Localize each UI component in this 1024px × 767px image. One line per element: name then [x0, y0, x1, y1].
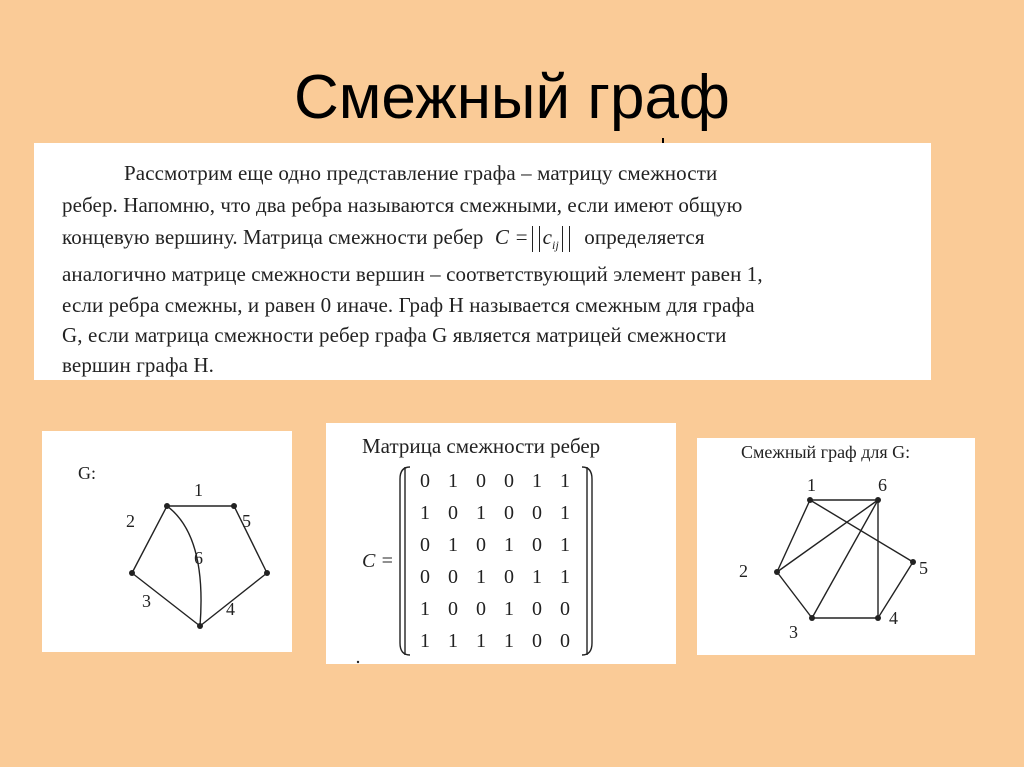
- h-vertex-2: [774, 569, 780, 575]
- matrix-panel: [326, 423, 676, 664]
- h-vertex-5: [910, 559, 916, 565]
- h-vertex-label-3: 3: [789, 622, 798, 642]
- matrix-cell: 0: [476, 470, 486, 492]
- text-line-3: [62, 225, 705, 253]
- matrix-cell: 1: [560, 566, 570, 588]
- matrix-cells: [420, 470, 570, 652]
- text-line-1: Рассмотрим еще одно представление графа – матрицу смежности: [124, 161, 718, 185]
- graph-g-panel: [42, 431, 292, 652]
- g-vertex: [197, 623, 203, 629]
- matrix-cell: 1: [504, 598, 514, 620]
- graph-h-title: Смежный граф для G:: [741, 442, 911, 462]
- g-edge-2: [132, 506, 167, 573]
- h-vertex-label-2: 2: [739, 561, 748, 581]
- matrix-cell: 1: [448, 630, 458, 652]
- text-line-4: аналогично матрице смежности вершин – соответствующий элемент равен 1,: [62, 262, 763, 286]
- h-vertex-label-5: 5: [919, 558, 928, 578]
- matrix-cell: 0: [448, 598, 458, 620]
- matrix-cell: 1: [420, 630, 430, 652]
- text-line-6: G, если матрица смежности ребер графа G является матрицей смежности: [62, 323, 727, 347]
- matrix-cell: 0: [476, 534, 486, 556]
- definition-text-box: [34, 143, 931, 380]
- matrix-cell: 0: [504, 470, 514, 492]
- graph-h-panel: [697, 438, 975, 655]
- matrix-lhs: C =: [362, 550, 394, 572]
- h-edge-2-3: [777, 572, 812, 618]
- text-line-2: ребер. Напомню, что два ребра называются смежными, если имеют общую: [62, 193, 743, 217]
- h-vertex-label-6: 6: [878, 475, 887, 495]
- matrix-cell: 1: [476, 566, 486, 588]
- matrix-cell: 1: [476, 630, 486, 652]
- graph-g-label: G:: [78, 463, 96, 483]
- norm-bar-right: [562, 226, 570, 252]
- matrix-cell: 1: [420, 598, 430, 620]
- graph-h-diagram: [697, 438, 975, 655]
- matrix-cell: 0: [504, 502, 514, 524]
- matrix-cell: 0: [532, 630, 542, 652]
- text-line-3-end: определяется: [584, 225, 705, 249]
- h-edge-1-5: [810, 500, 913, 562]
- inline-formula-lhs: C =: [494, 225, 529, 249]
- matrix-cell: 1: [532, 470, 542, 492]
- g-vertex: [129, 570, 135, 576]
- text-line-7: вершин графа H.: [62, 353, 215, 377]
- g-edge-label-1: 1: [194, 480, 203, 500]
- g-vertex: [164, 503, 170, 509]
- matrix-cell: 1: [476, 502, 486, 524]
- g-edge-label-6: 6: [194, 548, 203, 568]
- g-edge-label-5: 5: [242, 511, 251, 531]
- matrix-cell: 1: [420, 502, 430, 524]
- g-edge-label-4: 4: [226, 599, 235, 619]
- matrix-cell: 1: [448, 534, 458, 556]
- matrix-cell: 0: [532, 598, 542, 620]
- h-edge-1-2: [777, 500, 810, 572]
- h-vertex-6: [875, 497, 881, 503]
- matrix-cell: 0: [532, 502, 542, 524]
- inline-formula-symbol: c: [542, 225, 553, 249]
- matrix-cell: 0: [504, 566, 514, 588]
- text-line-5: если ребра смежны, и равен 0 иначе. Граф H называется смежным для графа: [62, 293, 755, 317]
- h-vertex-label-4: 4: [889, 608, 898, 628]
- g-edge-label-2: 2: [126, 511, 135, 531]
- matrix-cell: 1: [560, 470, 570, 492]
- norm-bar-left: [532, 226, 540, 252]
- graph-g-diagram: [42, 431, 292, 652]
- matrix-cell: 1: [504, 534, 514, 556]
- g-vertex: [264, 570, 270, 576]
- stray-dot: [357, 661, 359, 663]
- slide-title: Смежный граф: [294, 63, 730, 132]
- matrix-cell: 1: [532, 566, 542, 588]
- h-vertex-1: [807, 497, 813, 503]
- h-vertex-label-1: 1: [807, 475, 816, 495]
- h-edge-3-6: [812, 500, 878, 618]
- matrix-cell: 0: [532, 534, 542, 556]
- matrix-cell: 1: [560, 534, 570, 556]
- matrix-cell: 0: [420, 470, 430, 492]
- edge-adjacency-matrix: [326, 423, 676, 664]
- matrix-cell: 0: [420, 566, 430, 588]
- matrix-cell: 0: [476, 598, 486, 620]
- matrix-cell: 1: [560, 502, 570, 524]
- g-edge-label-3: 3: [142, 591, 151, 611]
- h-vertex-4: [875, 615, 881, 621]
- matrix-cell: 0: [448, 566, 458, 588]
- text-line-3-start: концевую вершину. Матрица смежности ребер: [62, 225, 484, 249]
- matrix-cell: 1: [448, 470, 458, 492]
- inline-formula: [495, 225, 573, 253]
- inline-formula-subscript: ij: [552, 238, 559, 253]
- matrix-cell: 0: [560, 630, 570, 652]
- g-vertex: [231, 503, 237, 509]
- h-vertex-3: [809, 615, 815, 621]
- matrix-cell: 0: [420, 534, 430, 556]
- matrix-cell: 0: [448, 502, 458, 524]
- matrix-cell: 0: [560, 598, 570, 620]
- matrix-title: Матрица смежности ребер: [362, 434, 601, 458]
- matrix-cell: 1: [504, 630, 514, 652]
